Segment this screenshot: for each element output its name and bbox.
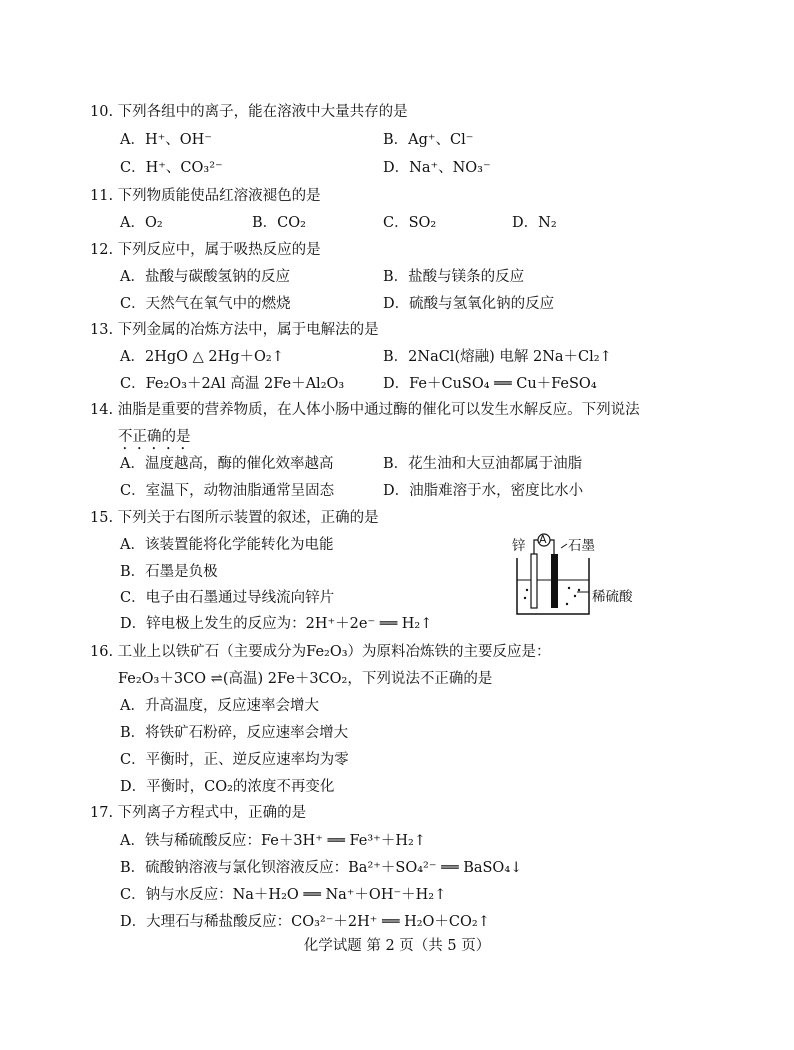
question-number: 15. [90,510,114,526]
question-10 [90,100,408,121]
option-b: B．盐酸与镁条的反应 [383,269,525,285]
question-stem: 下列关于右图所示装置的叙述，正确的是 [117,510,379,526]
question-stem: 下列反应中，属于吸热反应的是 [117,242,321,258]
option-d: D．平衡时，CO₂的浓度不再变化 [120,779,335,795]
question-12 [90,238,321,259]
question-number: 16. [90,644,114,660]
question-number: 17. [90,805,114,821]
question-stem: 工业上以铁矿石（主要成分为Fe₂O₃）为原料冶炼铁的主要反应是： [117,644,551,660]
option-a: A．盐酸与碳酸氢钠的反应 [120,269,290,285]
option-b: B．硫酸钠溶液与氯化钡溶液反应：Ba²⁺＋SO₄²⁻ ══ BaSO₄↓ [120,860,523,876]
option-d: D．Fe＋CuSO₄ ══ Cu＋FeSO₄ [383,376,597,392]
question-16 [90,640,551,661]
question-number: 11. [90,188,114,204]
question-14 [90,398,640,419]
option-d: D．硫酸与氢氧化钠的反应 [383,296,555,312]
question-16-equation: Fe₂O₃＋3CO ⇌(高温) 2Fe＋3CO₂，下列说法不正确的是 [118,671,493,687]
option-a: A．O₂ [120,215,163,231]
question-stem: 下列各组中的离子，能在溶液中大量共存的是 [117,104,408,120]
option-a: A．升高温度，反应速率会增大 [120,698,319,714]
option-d: D．油脂难溶于水，密度比水小 [383,483,584,499]
question-stem: 下列离子方程式中，正确的是 [117,805,307,821]
graphite-label: 石墨 [568,538,595,554]
page-footer: 化学试题 第 2 页（共 5 页） [303,938,491,954]
option-a: A．2HgO △ 2Hg＋O₂↑ [120,349,284,365]
option-c: C．天然气在氧气中的燃烧 [120,296,291,312]
option-a: A．H⁺、OH⁻ [120,132,212,148]
question-11 [90,184,321,205]
question-number: 13. [90,322,114,338]
question-stem: 油脂是重要的营养物质，在人体小肠中通过酶的催化可以发生水解反应。下列说法 [117,402,640,418]
graphite-leader [561,544,567,548]
option-b: B．石墨是负极 [120,564,218,580]
option-c: C．SO₂ [383,215,437,231]
option-c: C．H⁺、CO₃²⁻ [120,160,223,176]
zinc-electrode [531,554,537,608]
question-number: 12. [90,242,114,258]
option-d: D．N₂ [512,215,557,231]
option-a: A．温度越高，酶的催化效率越高 [120,456,334,472]
option-b: B．Ag⁺、Cl⁻ [383,132,474,148]
question-14-stem-continued: 不正确的是 [118,429,191,445]
option-a: A．铁与稀硫酸反应：Fe＋3H⁺ ══ Fe³⁺＋H₂↑ [120,833,426,849]
question-number: 14. [90,402,114,418]
option-b: B．CO₂ [252,215,306,231]
question-number: 10. [90,104,114,120]
question-17 [90,801,306,822]
option-d: D．大理石与稀盐酸反应：CO₃²⁻＋2H⁺ ══ H₂O＋CO₂↑ [120,914,490,930]
question-stem: 下列物质能使品红溶液褪色的是 [117,188,321,204]
option-c: C．室温下，动物油脂通常呈固态 [120,483,335,499]
option-d: D．Na⁺、NO₃⁻ [383,160,491,176]
zinc-label: 锌 [512,538,526,554]
acid-label: 稀硫酸 [592,589,633,605]
question-13 [90,318,379,339]
question-stem: 下列金属的冶炼方法中，属于电解法的是 [117,322,379,338]
option-c: C．平衡时，正、逆反应速率均为零 [120,752,349,768]
option-b: B．将铁矿石粉碎，反应速率会增大 [120,725,349,741]
option-a: A．该装置能将化学能转化为电能 [120,537,334,553]
option-c: C．电子由石墨通过导线流向锌片 [120,590,335,606]
question-15 [90,506,379,527]
option-c: C．钠与水反应：Na＋H₂O ══ Na⁺＋OH⁻＋H₂↑ [120,887,447,903]
graphite-electrode [551,554,558,608]
ammeter-label: A [539,533,547,546]
option-c: C．Fe₂O₃＋2Al 高温 2Fe＋Al₂O₃ [120,376,345,392]
option-b: B．花生油和大豆油都属于油脂 [383,456,583,472]
option-b: B．2NaCl(熔融) 电解 2Na＋Cl₂↑ [383,349,612,365]
option-d: D．锌电极上发生的反应为：2H⁺＋2e⁻ ══ H₂↑ [120,616,433,632]
